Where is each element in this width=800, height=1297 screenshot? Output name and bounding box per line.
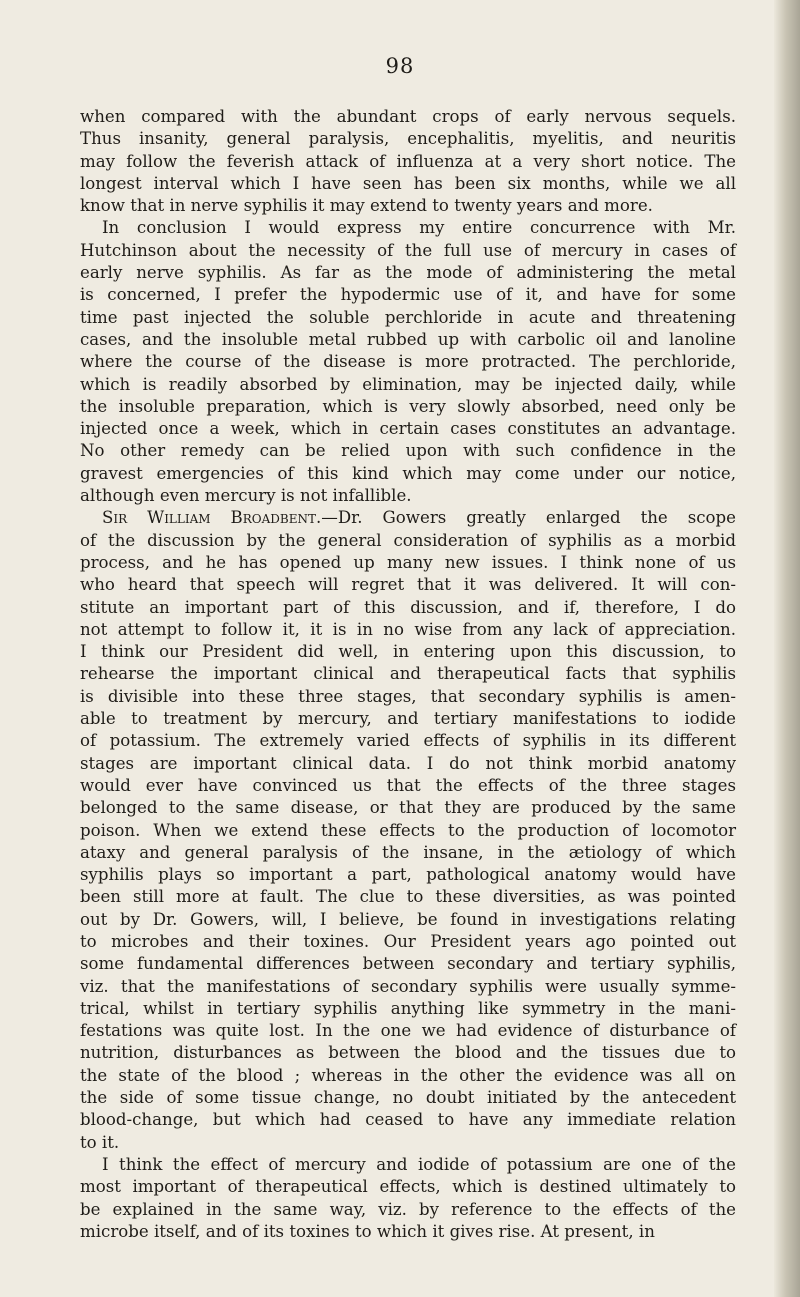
text-line: is concerned, I prefer the hypodermic use of it, and have for some <box>80 285 736 305</box>
text-line: of potassium. The extremely varied effects of syphilis in its different <box>80 731 736 751</box>
page-edge-shadow <box>774 0 800 1297</box>
text-line: belonged to the same disease, or that they are produced by the same <box>80 798 736 818</box>
text-line: most important of therapeutical effects, which is destined ultimately to <box>80 1177 736 1197</box>
paragraph <box>80 106 736 217</box>
paragraph <box>80 507 736 1154</box>
text-line: festations was quite lost. In the one we had evidence of disturbance of <box>80 1021 736 1041</box>
text-line: not attempt to follow it, it is in no wise from any lack of appreciation. <box>80 619 736 639</box>
text-line: out by Dr. Gowers, will, I believe, be found in investigations relating <box>80 909 736 929</box>
text-line: poison. When we extend these effects to the production of locomotor <box>80 820 736 840</box>
text-line: nutrition, disturbances as between the blood and the tissues due to <box>80 1043 736 1063</box>
text-line: ataxy and general paralysis of the insane, in the ætiology of which <box>80 842 736 862</box>
text-line: to it. <box>80 1132 120 1152</box>
paragraph <box>80 1154 736 1243</box>
text-line: In conclusion I would express my entire concurrence with Mr. <box>102 218 736 238</box>
text-line: rehearse the important clinical and therapeutical facts that syphilis <box>80 664 736 684</box>
text-line: the insoluble preparation, which is very slowly absorbed, need only be <box>80 396 736 416</box>
text-line: some fundamental differences between secondary and tertiary syphilis, <box>80 954 736 974</box>
text-line: viz. that the manifestations of secondary syphilis were usually symme- <box>80 976 736 996</box>
text-line: of the discussion by the general consideration of syphilis as a morbid <box>80 530 736 550</box>
text-line: stitute an important part of this discussion, and if, therefore, I do <box>80 597 736 617</box>
text-line: to microbes and their toxines. Our President years ago pointed out <box>80 931 736 951</box>
text-line: would ever have convinced us that the effects of the three stages <box>80 775 736 795</box>
text-line <box>80 507 736 529</box>
page-number: 98 <box>385 54 415 78</box>
body-text <box>80 106 736 1243</box>
text-line: time past injected the soluble perchloride in acute and threatening <box>80 307 736 327</box>
line-text: —Dr. Gowers greatly enlarged the scope <box>321 508 736 528</box>
text-line: been still more at fault. The clue to these diversities, as was pointed <box>80 887 736 907</box>
text-line: gravest emergencies of this kind which may come under our notice, <box>80 463 736 483</box>
text-line: able to treatment by mercury, and tertiary manifestations to iodide <box>80 709 736 729</box>
text-line: which is readily absorbed by elimination, may be injected daily, while <box>80 374 736 394</box>
text-line: know that in nerve syphilis it may extend to twenty years and more. <box>80 196 653 216</box>
text-line: injected once a week, which in certain cases constitutes an advantage. <box>80 419 736 439</box>
text-line: trical, whilst in tertiary syphilis anything like symmetry in the mani- <box>80 998 736 1018</box>
text-line: I think the effect of mercury and iodide of potassium are one of the <box>102 1154 736 1174</box>
text-line: longest interval which I have seen has been six months, while we all <box>80 173 736 193</box>
text-line: No other remedy can be relied upon with such confidence in the <box>80 441 736 461</box>
text-line: microbe itself, and of its toxines to which it gives rise. At present, in <box>80 1221 655 1241</box>
text-line: Thus insanity, general paralysis, encephalitis, myelitis, and neuritis <box>80 129 736 149</box>
text-line: the side of some tissue change, no doubt initiated by the antecedent <box>80 1088 736 1108</box>
speaker-name: Sir William Broadbent. <box>102 508 322 528</box>
text-line: be explained in the same way, viz. by reference to the effects of the <box>80 1199 736 1219</box>
text-line: may follow the feverish attack of influenza at a very short notice. The <box>80 151 736 171</box>
text-line: early nerve syphilis. As far as the mode of administering the metal <box>80 263 736 283</box>
text-line: syphilis plays so important a part, pathological anatomy would have <box>80 865 736 885</box>
text-line: who heard that speech will regret that it was delivered. It will con- <box>80 575 736 595</box>
text-line: I think our President did well, in entering upon this discussion, to <box>80 642 736 662</box>
text-line: is divisible into these three stages, that secondary syphilis is amen- <box>80 686 736 706</box>
text-line: blood-change, but which had ceased to have any immediate relation <box>80 1110 736 1130</box>
text-line: cases, and the insoluble metal rubbed up with carbolic oil and lanoline <box>80 329 736 349</box>
text-line: stages are important clinical data. I do not think morbid anatomy <box>80 753 736 773</box>
text-line: when compared with the abundant crops of early nervous sequels. <box>80 107 736 126</box>
text-line: although even mercury is not infallible. <box>80 486 412 506</box>
text-line: where the course of the disease is more protracted. The perchloride, <box>80 352 736 372</box>
text-line: Hutchinson about the necessity of the full use of mercury in cases of <box>80 240 736 260</box>
paragraph <box>80 217 736 507</box>
text-line: the state of the blood ; whereas in the other the evidence was all on <box>80 1065 736 1085</box>
text-line: process, and he has opened up many new issues. I think none of us <box>80 552 736 572</box>
